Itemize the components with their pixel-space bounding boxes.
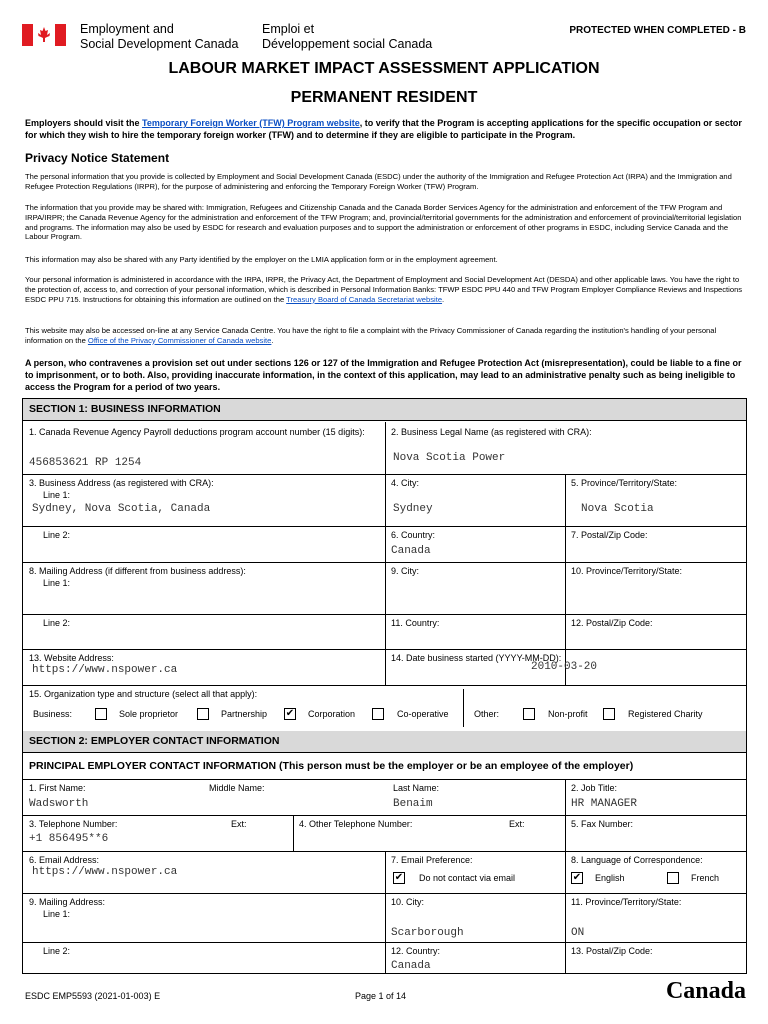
cra-account-input[interactable]: 456853621 RP 1254 [29, 457, 142, 469]
first-name-label: 1. First Name: [29, 783, 86, 793]
business-postal-label: 7. Postal/Zip Code: [571, 530, 648, 540]
registered-charity-label: Registered Charity [628, 709, 703, 719]
privacy-paragraph-1: The personal information that you provide is collected by Employment and Social Development Canada (ESDC) under the authority of the Immigration and Refugee Protection Act (IRPA) and the Immigration and Refugee Protection Regulations (IRPR), for the purpose of administering and enforcing the Temporary Foreign Worker (TFW) Program. [25, 172, 732, 191]
contact-province-input[interactable]: ON [571, 927, 585, 939]
intro-text [25, 117, 745, 141]
contact-postal-label: 13. Postal/Zip Code: [571, 946, 653, 956]
business-city-input[interactable]: Sydney [393, 503, 433, 515]
telephone-input[interactable]: +1 856495**6 [29, 833, 109, 845]
first-name-input[interactable]: Wadsworth [29, 798, 89, 810]
job-title-input[interactable]: HR MANAGER [571, 798, 638, 810]
last-name-label: Last Name: [393, 783, 440, 793]
mailing-address-line1-label: Line 1: [43, 578, 71, 588]
section2-heading: SECTION 2: EMPLOYER CONTACT INFORMATION [23, 731, 746, 753]
org-type-label: 15. Organization type and structure (select all that apply): [29, 689, 258, 699]
section1-heading: SECTION 1: BUSINESS INFORMATION [23, 399, 746, 421]
mailing-address-line2-label: Line 2: [43, 618, 71, 628]
contact-mailing-line2-label: Line 2: [43, 946, 71, 956]
registered-charity-checkbox[interactable] [603, 708, 615, 720]
contact-country-input[interactable]: Canada [391, 960, 431, 972]
legal-name-label: 2. Business Legal Name (as registered with CRA): [391, 427, 592, 437]
email-label: 6. Email Address: [29, 855, 100, 865]
job-title-label: 2. Job Title: [571, 783, 618, 793]
cooperative-label: Co-operative [397, 709, 449, 719]
department-name-fr [262, 22, 432, 52]
other-telephone-label: 4. Other Telephone Number: [299, 819, 413, 829]
mailing-province-label: 10. Province/Territory/State: [571, 566, 683, 576]
p5-pre: This website may also be accessed on-line at any Service Canada Centre. You have the right to file a complaint with the Privacy Commissioner of Canada regarding the institution's handling of your personal information on the [25, 326, 717, 345]
english-label: English [595, 873, 625, 883]
intro-pre: Employers should visit the [25, 118, 143, 128]
contact-mailing-label: 9. Mailing Address: [29, 897, 106, 907]
dept-en-line2: Social Development Canada [80, 37, 239, 51]
dept-en-line1: Employment and [80, 22, 174, 36]
principal-contact-heading: PRINCIPAL EMPLOYER CONTACT INFORMATION (This person must be the employer or be an employee of the employer) [29, 760, 634, 772]
fax-label: 5. Fax Number: [571, 819, 634, 829]
cooperative-checkbox[interactable] [372, 708, 384, 720]
french-checkbox[interactable] [667, 872, 679, 884]
p4-post: . [442, 294, 445, 304]
telephone-ext-label: Ext: [231, 819, 247, 829]
no-email-label: Do not contact via email [419, 873, 516, 883]
privacy-paragraph-2: The information that you provide may be shared with: Immigration, Refugees and Citizenship Canada and the Canada Border Services Agency for the administration and enforcement of the TFW Program and IRPA/IRPR; the Canada Revenue Agency for the administration and enforcement of the TFW Program; and, provincial/territorial governments for the administration and enforcement of provincial/territorial legislation and programs. The information may also be used by ESDC for research and evaluation purposes and to support the administration or enforcement of other programs in ESDC, including Service Canada and the Labour Program. [25, 203, 742, 242]
business-address-line1-input[interactable]: Sydney, Nova Scotia, Canada [32, 503, 211, 515]
privacy-commissioner-link[interactable]: Office of the Privacy Commissioner of Canada website [87, 335, 272, 345]
business-city-label: 4. City: [391, 478, 420, 488]
middle-name-label: Middle Name: [209, 783, 265, 793]
p4-pre: Your personal information is administered in accordance with the IRPA, IRPR, the Privacy Act, the Department of Employment and Social Development Act (DESDA) and other applicable laws. You have the right to the protection of, access to, and correction of your personal information, which is described in Personal Information Banks: TFWP ESDC PPU 440 and TFW Program Employer Compliance Reviews and Inspections ESDC PPU 715. Instructions for obtaining this information are outlined on the [25, 275, 743, 304]
canada-flag-icon [22, 24, 66, 46]
business-province-input[interactable]: Nova Scotia [581, 503, 654, 515]
form-title: LABOUR MARKET IMPACT ASSESSMENT APPLICATION [168, 60, 600, 77]
business-country-label: 6. Country: [391, 530, 436, 540]
treasury-board-link[interactable]: Treasury Board of Canada Secretariat website [286, 294, 443, 304]
other-telephone-ext-label: Ext: [509, 819, 525, 829]
other-label: Other: [474, 709, 500, 719]
date-started-input[interactable]: 2010-03-20 [531, 661, 598, 673]
privacy-heading: Privacy Notice Statement [25, 151, 170, 165]
corporation-checkbox[interactable]: ✔ [285, 708, 295, 719]
contact-province-label: 11. Province/Territory/State: [571, 897, 682, 907]
sole-proprietor-label: Sole proprietor [119, 709, 179, 719]
form-subtitle: PERMANENT RESIDENT [290, 89, 478, 106]
contact-city-label: 10. City: [391, 897, 425, 907]
privacy-paragraph-5 [25, 326, 747, 346]
last-name-input[interactable]: Benaim [393, 798, 433, 810]
partnership-label: Partnership [221, 709, 268, 719]
language-label: 8. Language of Correspondence: [571, 855, 703, 865]
protected-label: PROTECTED WHEN COMPLETED - B [569, 25, 746, 36]
business-country-input[interactable]: Canada [391, 545, 431, 557]
page-number: Page 1 of 14 [355, 991, 407, 1001]
form-id: ESDC EMP5593 (2021-01-003) E [25, 991, 161, 1001]
telephone-label: 3. Telephone Number: [29, 819, 118, 829]
mailing-city-label: 9. City: [391, 566, 420, 576]
email-preference-label: 7. Email Preference: [391, 855, 473, 865]
english-checkbox[interactable]: ✔ [572, 872, 582, 883]
french-label: French [691, 873, 720, 883]
misrepresentation-warning: A person, who contravenes a provision set out under sections 126 or 127 of the Immigration and Refugee Protection Act (misrepresentation), could be liable to a fine or to imprisonment, or to both. Also, providing inaccurate information, in the context of this application, may lead to an administrative penalty such as being ineligible to access the Program for a period of two years. [25, 358, 742, 392]
partnership-checkbox[interactable] [197, 708, 209, 720]
business-label: Business: [33, 709, 73, 719]
dept-fr-line1: Emploi et [262, 22, 315, 36]
nonprofit-label: Non-profit [548, 709, 588, 719]
dept-fr-line2: Développement social Canada [262, 37, 433, 51]
mailing-address-label: 8. Mailing Address (if different from business address): [29, 566, 246, 576]
contact-mailing-line1-label: Line 1: [43, 909, 71, 919]
website-input[interactable]: https://www.nspower.ca [32, 664, 178, 676]
p5-post: . [271, 335, 274, 345]
cra-account-label: 1. Canada Revenue Agency Payroll deductions program account number (15 digits): [29, 427, 365, 437]
nonprofit-checkbox[interactable] [523, 708, 535, 720]
lmia-form [22, 398, 747, 974]
no-email-checkbox[interactable]: ✔ [394, 872, 404, 883]
privacy-paragraph-3: This information may also be shared with any Party identified by the employer on the LMIA application form or in the employment agreement. [25, 255, 498, 264]
business-address-line1-label: Line 1: [43, 490, 71, 500]
privacy-paragraph-4 [25, 275, 747, 304]
date-started-label: 14. Date business started (YYYY-MM-DD): [391, 653, 562, 663]
tfw-program-link[interactable]: Temporary Foreign Worker (TFW) Program website [142, 118, 360, 128]
contact-city-input[interactable]: Scarborough [391, 927, 464, 939]
department-name-en [80, 22, 238, 52]
sole-proprietor-checkbox[interactable] [95, 708, 107, 720]
website-label: 13. Website Address: [29, 653, 114, 663]
business-province-label: 5. Province/Territory/State: [571, 478, 678, 488]
mailing-country-label: 11. Country: [391, 618, 440, 628]
corporation-label: Corporation [308, 709, 356, 719]
contact-country-label: 12. Country: [391, 946, 441, 956]
mailing-postal-label: 12. Postal/Zip Code: [571, 618, 653, 628]
email-input[interactable]: https://www.nspower.ca [32, 866, 178, 878]
business-address-line2-label: Line 2: [43, 530, 71, 540]
business-address-label: 3. Business Address (as registered with CRA): [29, 478, 214, 488]
intro-post: , to verify that the Program is accepting applications for the specific occupation or sector for which they wish to hire the temporary foreign worker (TFW) and to determine if they are eligible to participate in the Program. [25, 118, 742, 140]
canada-wordmark: Canada [665, 978, 746, 1004]
legal-name-input[interactable]: Nova Scotia Power [393, 452, 506, 464]
